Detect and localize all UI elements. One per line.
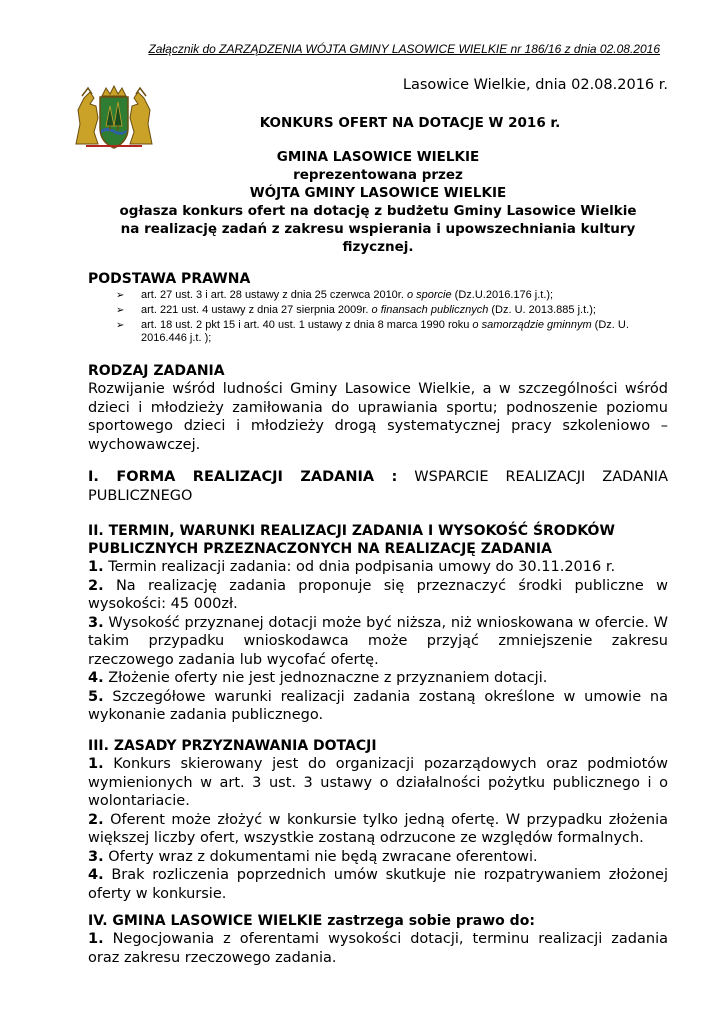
contest-title: KONKURS OFERT NA DOTACJE W 2016 r. xyxy=(259,115,561,131)
arrow-bullet-icon: ➢ xyxy=(116,320,125,331)
legal-basis-list xyxy=(116,289,676,347)
section-2-list xyxy=(88,558,668,725)
list-item: 4. Złożenie oferty nie jest jednoznaczne z przyznaniem dotacji. xyxy=(88,670,548,686)
section-3-list xyxy=(88,755,668,903)
announcement-line: reprezentowana przez xyxy=(293,167,463,183)
list-item: 1. Termin realizacji zadania: od dnia podpisania umowy do 30.11.2016 r. xyxy=(88,559,616,575)
task-type-heading: RODZAJ ZADANIA xyxy=(88,363,225,379)
list-item: 2. Na realizację zadania proponuje się przeznaczyć środki publiczne w wysokości: 45 000zł. xyxy=(88,577,668,612)
list-item: 1. Negocjowania z oferentami wysokości dotacji, terminu realizacji zadania oraz zakresu rzeczowego zadania. xyxy=(88,931,668,966)
form-section xyxy=(88,468,668,505)
list-item: ➢ art. 27 ust. 3 i art. 28 ustawy z dnia 25 czerwca 2010r. o sporcie (Dz.U.2016.176 j.t.); xyxy=(116,289,554,301)
list-item: 3. Oferty wraz z dokumentami nie będą zwracane oferentowi. xyxy=(88,848,538,865)
section-2-heading: II. TERMIN, WARUNKI REALIZACJI ZADANIA I WYSOKOŚĆ ŚRODKÓW PUBLICZNYCH PRZEZNACZONYCH NA REALIZACJĘ ZADANIA xyxy=(88,523,615,557)
announcement-line: WÓJTA GMINY LASOWICE WIELKIE xyxy=(249,185,507,201)
announcement-line: ogłasza konkurs ofert na dotację z budżetu Gminy Lasowice Wielkie xyxy=(119,203,637,219)
list-item: ➢ art. 18 ust. 2 pkt 15 i art. 40 ust. 1 ustawy z dnia 8 marca 1990 roku o samorządzie gminnym (Dz. U. 2016.446 j.t. ); xyxy=(116,319,629,344)
section-4-list xyxy=(88,930,668,967)
announcement-line: GMINA LASOWICE WIELKIE xyxy=(276,149,480,165)
section-4-heading: IV. GMINA LASOWICE WIELKIE zastrzega sobie prawo do: xyxy=(88,913,535,929)
list-item: 2. Oferent może złożyć w konkursie tylko jedną ofertę. W przypadku złożenia większej liczby ofert, wszystkie zostaną odrzucone ze względów formalnych. xyxy=(88,811,668,846)
arrow-bullet-icon: ➢ xyxy=(116,290,125,301)
announcement-block xyxy=(88,148,668,256)
announcement-line: fizycznej. xyxy=(342,239,414,255)
list-item: 4. Brak rozliczenia poprzednich umów skutkuje nie rozpatrywaniem złożonej oferty w konkursie. xyxy=(88,867,668,902)
form-value: WSPARCIE REALIZACJI ZADANIA PUBLICZNEGO xyxy=(88,469,668,504)
list-item: 1. Konkurs skierowany jest do organizacji pozarządowych oraz podmiotów wymienionych w art. 3 ust. 3 ustawy o działalności pożytku publicznego i o wolontariacie. xyxy=(88,756,668,809)
list-item: 5. Szczegółowe warunki realizacji zadania zostaną określone w umowie na wykonanie zadania publicznego. xyxy=(88,688,668,723)
list-item: ➢ art. 221 ust. 4 ustawy z dnia 27 sierpnia 2009r. o finansach publicznych (Dz. U. 2013.885 j.t.); xyxy=(116,304,596,316)
list-item: 3. Wysokość przyznanej dotacji może być niższa, niż wnioskowana w ofercie. W takim przypadku wnioskodawca może przyjąć zmniejszenie zakresu rzeczowego zadania lub wycofać ofertę. xyxy=(88,614,668,668)
legal-basis-heading: PODSTAWA PRAWNA xyxy=(88,271,251,287)
arrow-bullet-icon: ➢ xyxy=(116,305,125,316)
form-heading: I. FORMA REALIZACJI ZADANIA : xyxy=(88,469,398,485)
task-type-text: Rozwijanie wśród ludności Gminy Lasowice Wielkie, a w szczególności wśród dzieci i młodzieży zamiłowania do uprawiania sportu; podnoszenie poziomu sportowego dzieci i młodzieży drogą systematycznej pracy szkoleniowo – wychowawczej. xyxy=(88,381,668,453)
attachment-note: Załącznik do ZARZĄDZENIA WÓJTA GMINY LASOWICE WIELKIE nr 186/16 z dnia 02.08.2016 xyxy=(148,42,660,56)
announcement-line: na realizację zadań z zakresu wspierania i upowszechniania kultury xyxy=(120,221,636,237)
place-date: Lasowice Wielkie, dnia 02.08.2016 r. xyxy=(402,77,668,93)
section-3-heading: III. ZASADY PRZYZNAWANIA DOTACJI xyxy=(88,738,377,754)
